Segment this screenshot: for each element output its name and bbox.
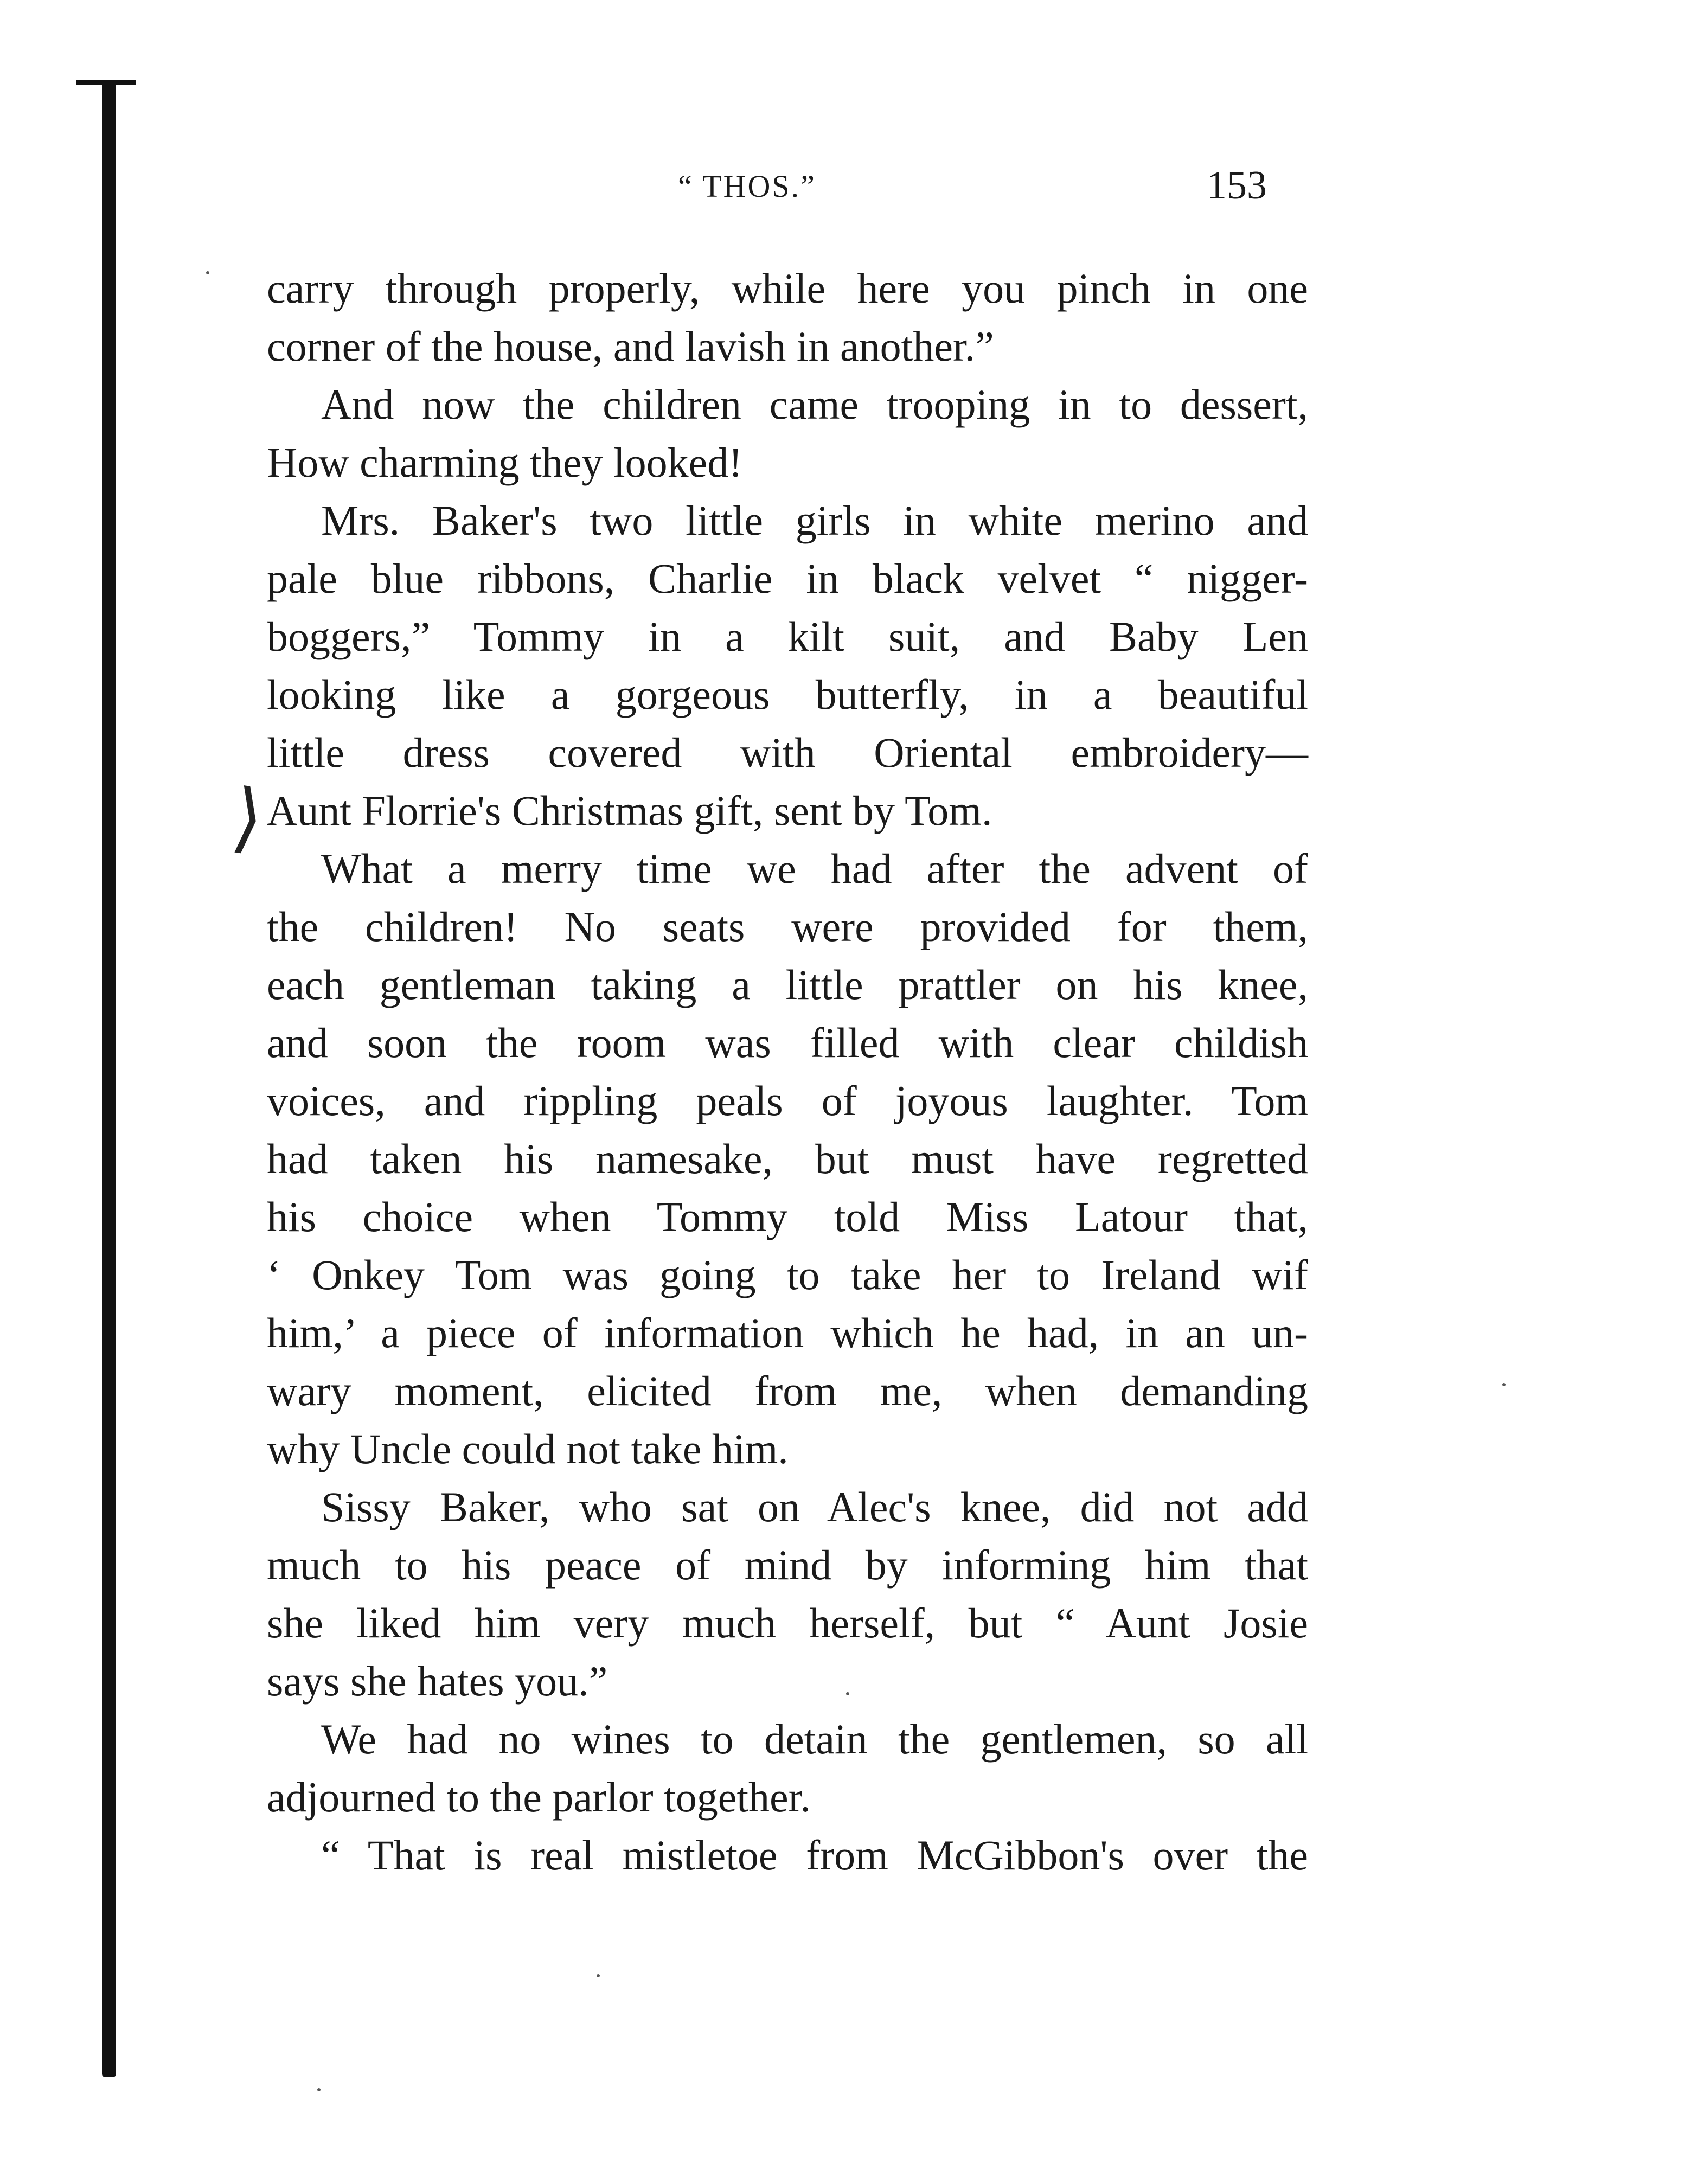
text-line: little dress covered with Oriental embroidery— [267, 729, 1308, 776]
page-number: 153 [1207, 163, 1267, 208]
text-line: says she hates you.” [267, 1657, 608, 1705]
binding-edge [102, 81, 116, 2077]
text-line: We had no wines to detain the gentlemen, so all [321, 1715, 1308, 1763]
scan-speck [317, 2088, 321, 2091]
scan-speck [206, 271, 209, 274]
scan-speck [597, 1974, 600, 1977]
text-line: she liked him very much herself, but “ Aunt Josie [267, 1599, 1308, 1647]
text-line: the children! No seats were provided for them, [267, 903, 1308, 950]
text-line: And now the children came trooping in to dessert, [321, 381, 1308, 428]
text-line: pale blue ribbons, Charlie in black velvet “ nigger- [267, 555, 1308, 602]
text-line: looking like a gorgeous butterfly, in a beautiful [267, 671, 1308, 718]
text-line: What a merry time we had after the advent of [321, 845, 1308, 892]
text-line: each gentleman taking a little prattler on his knee, [267, 961, 1308, 1008]
scan-speck [1502, 1383, 1506, 1386]
text-line: “ That is real mistletoe from McGibbon's over the [321, 1831, 1308, 1879]
body-text [267, 259, 1308, 1884]
running-title: “ THOS.” [678, 169, 816, 204]
text-line: corner of the house, and lavish in another.” [267, 323, 994, 370]
text-line: Sissy Baker, who sat on Alec's knee, did not add [321, 1483, 1308, 1530]
text-line: his choice when Tommy told Miss Latour that, [267, 1193, 1308, 1240]
running-head [0, 163, 1691, 217]
text-line: How charming they looked! [267, 439, 743, 486]
handwritten-margin-mark: ⟩ [227, 774, 269, 863]
text-line: had taken his namesake, but must have regretted [267, 1135, 1308, 1182]
text-line: carry through properly, while here you pinch in one [267, 265, 1308, 312]
text-line: why Uncle could not take him. [267, 1425, 789, 1472]
text-line: Mrs. Baker's two little girls in white merino and [321, 497, 1308, 544]
text-line: boggers,” Tommy in a kilt suit, and Baby Len [267, 613, 1308, 660]
text-line: wary moment, elicited from me, when demanding [267, 1367, 1308, 1414]
text-line: and soon the room was filled with clear childish [267, 1019, 1308, 1066]
text-line: Aunt Florrie's Christmas gift, sent by Tom. [267, 787, 992, 834]
text-line: adjourned to the parlor together. [267, 1773, 811, 1821]
text-line: voices, and rippling peals of joyous laughter. Tom [267, 1077, 1308, 1124]
text-line: him,’ a piece of information which he had, in an un- [267, 1309, 1308, 1356]
text-line: much to his peace of mind by informing him that [267, 1541, 1308, 1589]
text-line: ‘ Onkey Tom was going to take her to Ireland wif [267, 1251, 1308, 1298]
scan-speck [846, 1692, 849, 1695]
